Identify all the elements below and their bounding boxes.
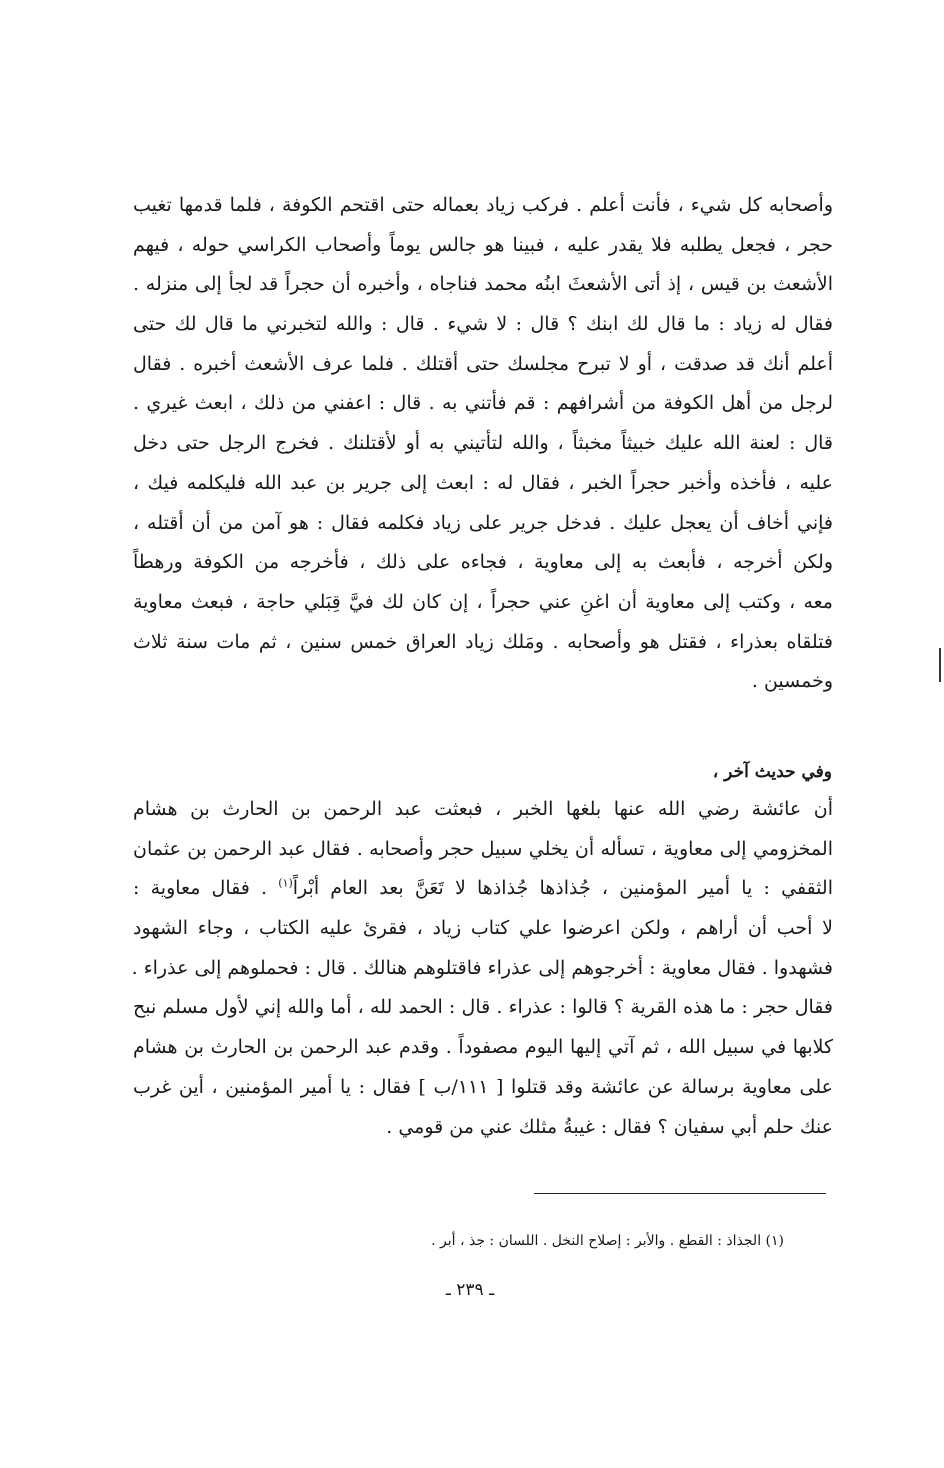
text-line: وأصحابه كل شيء ، فأنت أعلم . فركب زياد بعماله حتى اقتحم الكوفة ، فلما قدمها تغيب (133, 194, 833, 216)
line-tail: . فقال معاوية : (133, 877, 279, 900)
footnote-divider (534, 1193, 826, 1194)
text-line: فشهدوا . فقال معاوية : أخرجوهم إلى عذراء فاقتلوهم هنالك . قال : فحملوهم إلى عذراء . (131, 956, 833, 979)
text-line: فتلقاه بعذراء ، فقتل هو وأصحابه . ومَلك زياد العراق خمس سنين ، ثم مات سنة ثلاث (133, 630, 833, 653)
text-line: أعلم أنك قد صدقت ، أو لا تبرح مجلسك حتى أقتلك . فلما عرف الأشعث أخبره . فقال (133, 352, 833, 375)
text-line: معه ، وكتب إلى معاوية أن اغنِ عني حجراً ، إن كان لك فيَّ قِبَلي حاجة ، فبعث معاوية (133, 590, 833, 613)
text-line: عنك حلم أبي سفيان ؟ فقال : غيبةُ مثلك عني من قومي . (386, 1115, 833, 1138)
footnote-marker[interactable]: (١) (278, 877, 293, 891)
text-line: قال : لعنة الله عليك خبيثاً مخبثاً ، والله لتأتيني به أو لأقتلنك . فخرج الرجل حتى دخل (133, 432, 833, 455)
text-line: فقال حجر : ما هذه القرية ؟ قالوا : عذراء . قال : الحمد لله ، أما والله إني لأول مسلم نبح (133, 996, 833, 1019)
text-line: كلابها في سبيل الله ، ثم آتي إليها اليوم مصفوداً . وقدم عبد الرحمن بن الحارث بن هشام (133, 1036, 833, 1059)
page-number: ـ ٢٣٩ ـ (445, 1280, 495, 1300)
text-line: أن عائشة رضي الله عنها بلغها الخبر ، فبعثت عبد الرحمن بن الحارث بن هشام (133, 798, 833, 820)
text-line: على معاوية برسالة عن عائشة وقد قتلوا [ ١١١/ب ] فقال : يا أمير المؤمنين ، أين غرب (133, 1075, 833, 1098)
scan-edge-mark (939, 648, 941, 682)
main-paragraph-1 (133, 186, 833, 702)
verse-text: الثقفي : يا أمير المؤمنين ، جُذاذها جُذاذها لا تَعَنَّ بعد العام أبْراً (292, 877, 833, 900)
text-line-with-footnote (133, 869, 833, 909)
text-line: فقال له زياد : ما قال لك ابنك ؟ قال : لا شيء . قال : والله لتخبرني ما قال لك حتى (133, 313, 833, 336)
text-line: فإني أخاف أن يعجل عليك . فدخل جرير على زياد فكلمه فقال : هو آمن من أن أقتله ، (133, 511, 833, 534)
text-line: عليه ، فأخذه وأخبر حجراً الخبر ، فقال له : ابعث إلى جرير بن عبد الله فليكلمه فيك ، (133, 471, 833, 494)
section-subheading: وفي حديث آخر ، (712, 762, 832, 782)
text-line: الأشعث بن قيس ، إذ أتى الأشعثَ ابنُه محمد فناجاه ، وأخبره أن حجراً قد لجأ إلى منزله . (133, 273, 833, 296)
text-line: حجر ، فجعل يطلبه فلا يقدر عليه ، فبينا هو جالس يوماً وأصحاب الكراسي حوله ، فيهم (133, 233, 833, 256)
text-line: وخمسين . (751, 670, 833, 693)
main-paragraph-2 (133, 790, 833, 1147)
text-line: لا أحب أن أراهم ، ولكن اعرضوا علي كتاب زياد ، فقرئ عليه الكتاب ، وجاء الشهود (133, 917, 833, 940)
text-line: لرجل من أهل الكوفة من أشرافهم : قم فأتني به . قال : اعفني من ذلك ، ابعث غيري . (133, 392, 833, 415)
footnote-text: (١) الجذاذ : القطع . والأبر : إصلاح النخل . اللسان : جذ ، أبر . (431, 1233, 784, 1249)
text-line: ولكن أخرجه ، فأبعث به إلى معاوية ، فجاءه على ذلك ، فأخرجه من الكوفة ورهطاً (133, 551, 833, 574)
text-line: المخزومي إلى معاوية ، تسأله أن يخلي سبيل حجر وأصحابه . فقال عبد الرحمن بن عثمان (133, 837, 833, 860)
